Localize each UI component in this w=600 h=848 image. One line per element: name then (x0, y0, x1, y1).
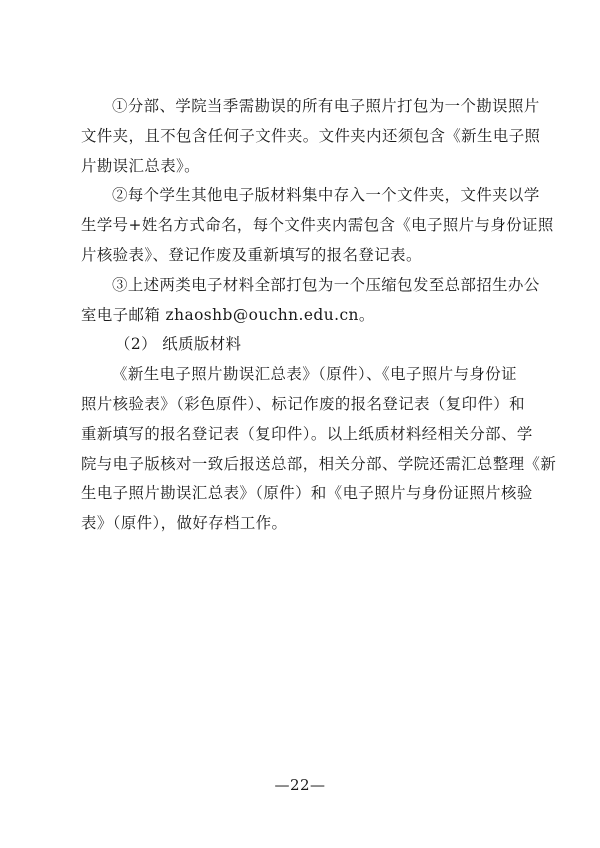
text-line: ①分部、学院当季需勘误的所有电子照片打包为一个勘误照片 (112, 97, 540, 115)
paragraph-item-3 (81, 271, 540, 331)
text-line: 片核验表》、登记作废及重新填写的报名登记表。 (81, 245, 422, 264)
paragraph-item-1 (81, 92, 541, 181)
text-line: 重新填写的报名登记表（复印件）。以上纸质材料经相关分部、学 (81, 424, 533, 443)
text-line: 生学号+姓名方式命名，每个文件夹内需包含《电子照片与身份证照 (81, 216, 554, 235)
text-line: 文件夹，且不包含任何子文件夹。文件夹内还须包含《新生电子照 (81, 126, 541, 145)
body-text (81, 92, 557, 539)
section-heading-text: （2） 纸质版材料 (115, 335, 242, 354)
text-line: ②每个学生其他电子版材料集中存入一个文件夹，文件夹以学 (112, 186, 540, 205)
text-line: 室电子邮箱 zhaoshb@ouchn.edu.cn。 (81, 305, 375, 324)
text-line: 生电子照片勘误汇总表》（原件）和《电子照片与身份证照片核验 (81, 484, 533, 503)
text-line: 《新生电子照片勘误汇总表》（原件）、《电子照片与身份证 (112, 365, 517, 384)
paragraph-item-2 (81, 181, 554, 270)
text-line: ③上述两类电子材料全部打包为一个压缩包发至总部招生办公 (112, 275, 540, 294)
section-heading (81, 330, 517, 360)
paragraph-paper-materials (81, 360, 557, 539)
page-number: —22— (274, 776, 326, 794)
text-line: 照片核验表》（彩色原件）、标记作废的报名登记表（复印件）和 (81, 394, 525, 413)
text-line: 片勘误汇总表》。 (81, 156, 201, 175)
text-line: 表》（原件），做好存档工作。 (81, 514, 288, 533)
text-line: 院与电子版核对一致后报送总部，相关分部、学院还需汇总整理《新 (81, 454, 557, 473)
